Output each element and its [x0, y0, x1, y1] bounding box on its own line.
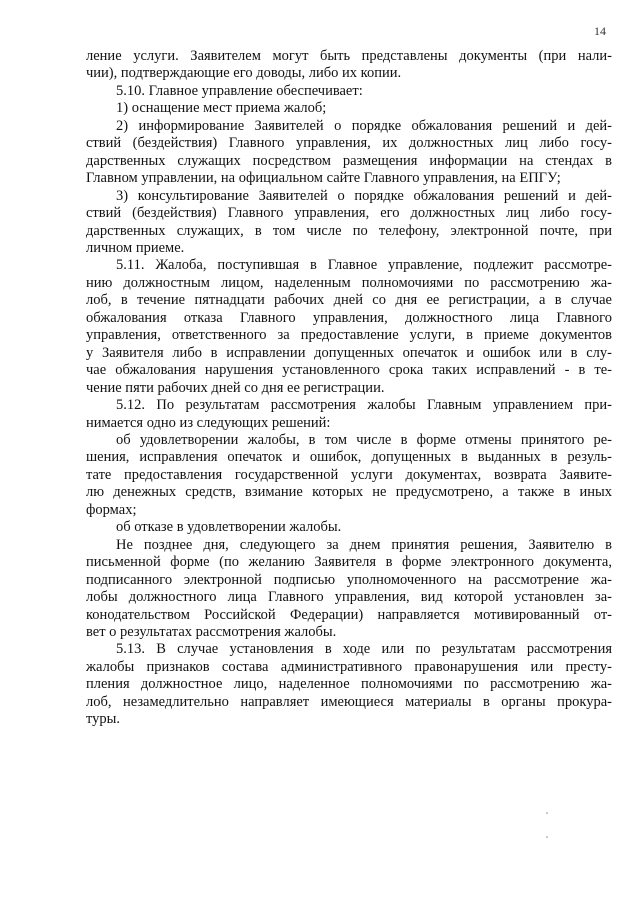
text-line: тате предоставления государственной услуги документах, возврата Заявите- — [86, 466, 612, 483]
paragraph — [86, 641, 612, 728]
paragraph — [86, 48, 612, 83]
document-body — [86, 48, 612, 729]
page-number: 14 — [594, 24, 606, 38]
text-line: об отказе в удовлетворении жалобы. — [116, 519, 342, 536]
text-line: об удовлетворении жалобы, в том числе в форме отмены принятого ре- — [116, 431, 612, 448]
text-line: формах; — [86, 501, 137, 518]
text-line: конодательством Российской Федерации) направляется мотивированный от- — [86, 606, 612, 623]
text-line: подписанного электронной подписью уполномоченного на рассмотрение жа- — [86, 571, 612, 588]
text-line: жалобы признаков состава административного правонарушения или престу- — [86, 658, 612, 675]
text-line: обжалования отказа Главного управления, должностного лица Главного — [86, 309, 612, 326]
text-line: лоб, в течение пятнадцати рабочих дней со дня ее регистрации, а в случае — [86, 292, 612, 309]
text-line: ствий (бездействия) Главного управления, их должностных лиц либо госу- — [86, 135, 612, 152]
text-line: 5.12. По результатам рассмотрения жалобы Главным управлением при- — [116, 397, 612, 414]
text-line: вет о результатах рассмотрения жалобы. — [86, 623, 337, 640]
paragraph — [86, 432, 612, 519]
text-line: 5.10. Главное управление обеспечивает: — [116, 82, 363, 99]
paragraph — [86, 257, 612, 397]
text-line: 3) консультирование Заявителей о порядке обжалования решений и дей- — [116, 187, 612, 204]
text-line: пления должностное лицо, наделенное полномочиями по рассмотрению жа- — [86, 676, 612, 693]
scan-speck — [546, 812, 548, 814]
text-line: 2) информирование Заявителей о порядке обжалования решений и дей- — [116, 117, 612, 134]
text-line: 1) оснащение мест приема жалоб; — [116, 100, 327, 117]
scan-speck — [546, 836, 548, 838]
text-line: лоб, незамедлительно направляет имеющиеся материалы в органы прокура- — [86, 693, 612, 710]
paragraph — [86, 188, 612, 258]
text-line: шения, исправления опечаток и ошибок, допущенных в выданных в резуль- — [86, 449, 612, 466]
text-line: дарственных служащих, в том числе по телефону, электронной почте, при — [86, 222, 612, 239]
text-line: 5.13. В случае установления в ходе или по результатам рассмотрения — [116, 641, 612, 658]
paragraph — [86, 519, 612, 536]
text-line: Главном управлении, на официальном сайте Главного управления, на ЕПГУ; — [86, 170, 561, 187]
text-line: нию должностным лицом, наделенным полномочиями по рассмотрению жа- — [86, 274, 612, 291]
text-line: чае обжалования нарушения установленного срока таких исправлений - в те- — [86, 362, 612, 379]
text-line: у Заявителя либо в исправлении допущенных опечаток и ошибок или в слу- — [86, 344, 612, 361]
paragraph — [86, 100, 612, 117]
text-line: дарственных служащих посредством размещения информации на стендах в — [86, 152, 612, 169]
paragraph — [86, 537, 612, 642]
text-line: 5.11. Жалоба, поступившая в Главное управление, подлежит рассмотре- — [116, 257, 612, 274]
text-line: чение пяти рабочих дней со дня ее регистрации. — [86, 379, 385, 396]
text-line: ление услуги. Заявителем могут быть представлены документы (при нали- — [86, 48, 612, 64]
text-line: управления, ответственного за предоставление услуги, в приеме документов — [86, 327, 612, 344]
text-line: чии), подтверждающие его доводы, либо их копии. — [86, 65, 402, 82]
text-line: туры. — [86, 711, 121, 728]
paragraph — [86, 118, 612, 188]
text-line: нимается одно из следующих решений: — [86, 414, 331, 431]
text-line: Не позднее дня, следующего за днем принятия решения, Заявителю в — [116, 536, 612, 553]
paragraph — [86, 397, 612, 432]
text-line: лобы должностного лица Главного управления, вид которой установлен за- — [86, 589, 612, 606]
text-line: лю денежных средств, взимание которых не предусмотрено, а также в иных — [86, 484, 612, 501]
text-line: личном приеме. — [86, 239, 185, 256]
text-line: ствий (бездействия) Главного управления, его должностных лиц либо госу- — [86, 205, 612, 222]
text-line: письменной форме (по желанию Заявителя в форме электронного документа, — [86, 554, 612, 571]
paragraph — [86, 83, 612, 100]
